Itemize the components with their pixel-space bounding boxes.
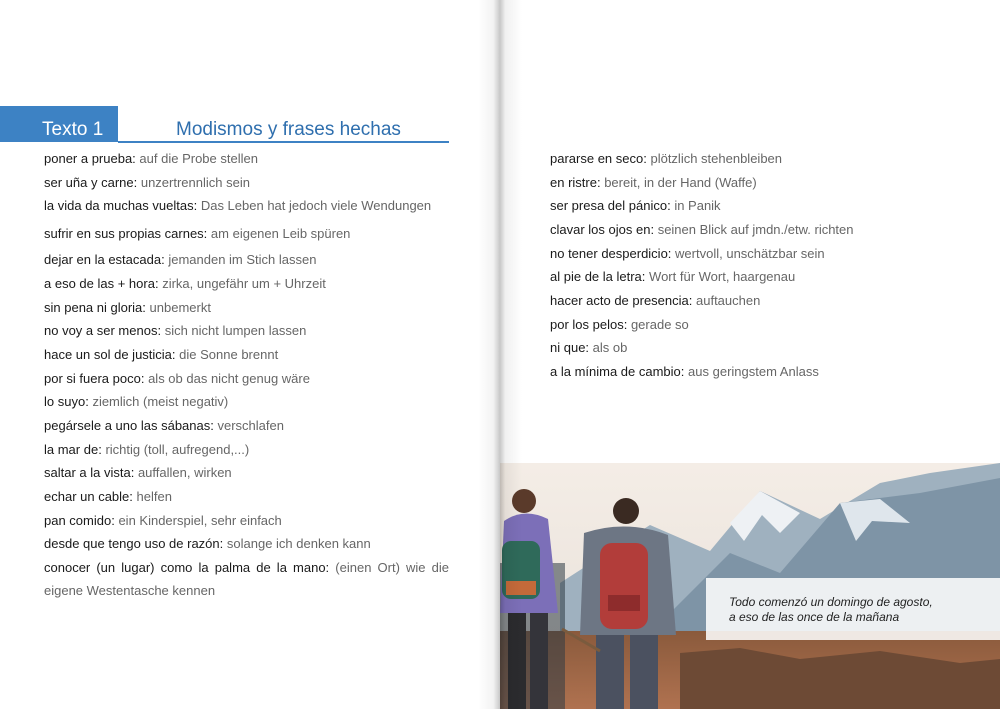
vocab-entry [44, 556, 449, 602]
vocab-translation: wertvoll, unschätzbar sein [675, 246, 825, 261]
vocab-entry [550, 218, 854, 241]
vocab-translation: als ob [592, 340, 628, 355]
vocab-term: saltar a la vista: [44, 465, 135, 480]
header-divider [118, 141, 449, 143]
photo-caption [729, 595, 933, 625]
vocab-entry [44, 390, 228, 413]
vocab-translation: auffallen, wirken [137, 465, 232, 480]
book-gutter-shadow [478, 0, 522, 709]
vocab-term: por los pelos: [550, 317, 628, 332]
vocab-entry [44, 171, 250, 194]
vocab-term: poner a prueba: [44, 151, 136, 166]
vocab-entry [550, 289, 760, 312]
vocab-entry [44, 194, 431, 217]
vocab-translation: jemanden im Stich lassen [168, 252, 317, 267]
vocab-translation: bereit, in der Hand (Waffe) [604, 175, 757, 190]
vocab-term: sufrir en sus propias carnes: [44, 226, 208, 241]
vocab-entry [550, 336, 627, 359]
vocab-term: desde que tengo uso de razón: [44, 536, 224, 551]
vocab-entry [44, 438, 249, 461]
caption-line-2: a eso de las once de la mañana [729, 610, 900, 624]
vocab-translation: helfen [136, 489, 172, 504]
vocab-entry [550, 265, 795, 288]
vocab-term: lo suyo: [44, 394, 89, 409]
vocab-translation: plötzlich stehenbleiben [650, 151, 783, 166]
vocab-term: a eso de las + hora: [44, 276, 159, 291]
section-title: Modismos y frases hechas [176, 119, 401, 140]
vocab-entry [44, 319, 306, 342]
vocab-translation: sich nicht lumpen lassen [164, 323, 307, 338]
vocab-term: conocer (un lugar) como la palma de la mano: [44, 560, 330, 575]
vocab-entry [44, 248, 316, 271]
vocab-term: dejar en la estacada: [44, 252, 165, 267]
vocab-entry [44, 222, 350, 245]
vocab-term: a la mínima de cambio: [550, 364, 685, 379]
vocab-term: no voy a ser menos: [44, 323, 162, 338]
hikers-photo [500, 463, 1000, 709]
vocab-translation: unbemerkt [149, 300, 211, 315]
vocab-term: echar un cable: [44, 489, 133, 504]
vocab-entry [550, 194, 721, 217]
vocab-term: pegársele a uno las sábanas: [44, 418, 214, 433]
vocab-translation: ziemlich (meist negativ) [92, 394, 229, 409]
vocab-entry [44, 485, 172, 508]
vocab-translation: gerade so [630, 317, 689, 332]
vocab-entry [550, 242, 825, 265]
vocab-term: hacer acto de presencia: [550, 293, 693, 308]
vocab-term: clavar los ojos en: [550, 222, 655, 237]
vocab-translation: ein Kinderspiel, sehr einfach [118, 513, 282, 528]
vocab-entry [44, 147, 258, 170]
vocab-term: hace un sol de justicia: [44, 347, 176, 362]
vocab-translation: auf die Probe stellen [139, 151, 258, 166]
vocab-translation: (einen Ort) wie die eigene Westentasche kennen [44, 560, 449, 598]
section-header [0, 106, 449, 144]
caption-line-1: Todo comenzó un domingo de agosto, [729, 595, 933, 609]
vocab-term: sin pena ni gloria: [44, 300, 146, 315]
vocab-term: ser uña y carne: [44, 175, 138, 190]
vocab-entry [44, 532, 371, 555]
vocab-translation: die Sonne brennt [179, 347, 279, 362]
photo-caption-box [706, 578, 1000, 640]
vocab-translation: am eigenen Leib spüren [210, 226, 351, 241]
vocab-term: la mar de: [44, 442, 102, 457]
vocab-translation: verschlafen [217, 418, 284, 433]
vocab-entry [44, 272, 326, 295]
vocab-entry [44, 367, 310, 390]
vocab-translation: als ob das nicht genug wäre [148, 371, 310, 386]
vocab-translation: auftauchen [696, 293, 761, 308]
section-label: Texto 1 [42, 119, 104, 140]
vocab-entry [550, 171, 757, 194]
vocab-term: por si fuera poco: [44, 371, 145, 386]
vocab-translation: seinen Blick auf jmdn./etw. richten [657, 222, 854, 237]
vocab-translation: unzertrennlich sein [140, 175, 250, 190]
vocab-term: la vida da muchas vueltas: [44, 198, 198, 213]
vocab-entry [44, 343, 278, 366]
vocab-translation: solange ich denken kann [226, 536, 371, 551]
vocab-term: en ristre: [550, 175, 601, 190]
vocab-term: pararse en seco: [550, 151, 647, 166]
vocab-translation: Das Leben hat jedoch viele Wendungen [200, 198, 432, 213]
vocab-translation: zirka, ungefähr um + Uhrzeit [162, 276, 326, 291]
vocab-term: ser presa del pánico: [550, 198, 671, 213]
vocab-translation: Wort für Wort, haargenau [649, 269, 796, 284]
vocab-term: ni que: [550, 340, 590, 355]
vocab-entry [44, 509, 282, 532]
vocab-translation: aus geringstem Anlass [688, 364, 819, 379]
vocab-translation: richtig (toll, aufregend,...) [105, 442, 250, 457]
vocab-entry [44, 414, 284, 437]
vocab-entry [44, 461, 232, 484]
vocab-translation: in Panik [674, 198, 721, 213]
vocab-entry [44, 296, 211, 319]
vocab-term: al pie de la letra: [550, 269, 646, 284]
vocab-entry [550, 313, 689, 336]
vocab-term: no tener desperdicio: [550, 246, 672, 261]
vocab-entry [550, 147, 782, 170]
vocab-entry [550, 360, 819, 383]
vocab-term: pan comido: [44, 513, 115, 528]
